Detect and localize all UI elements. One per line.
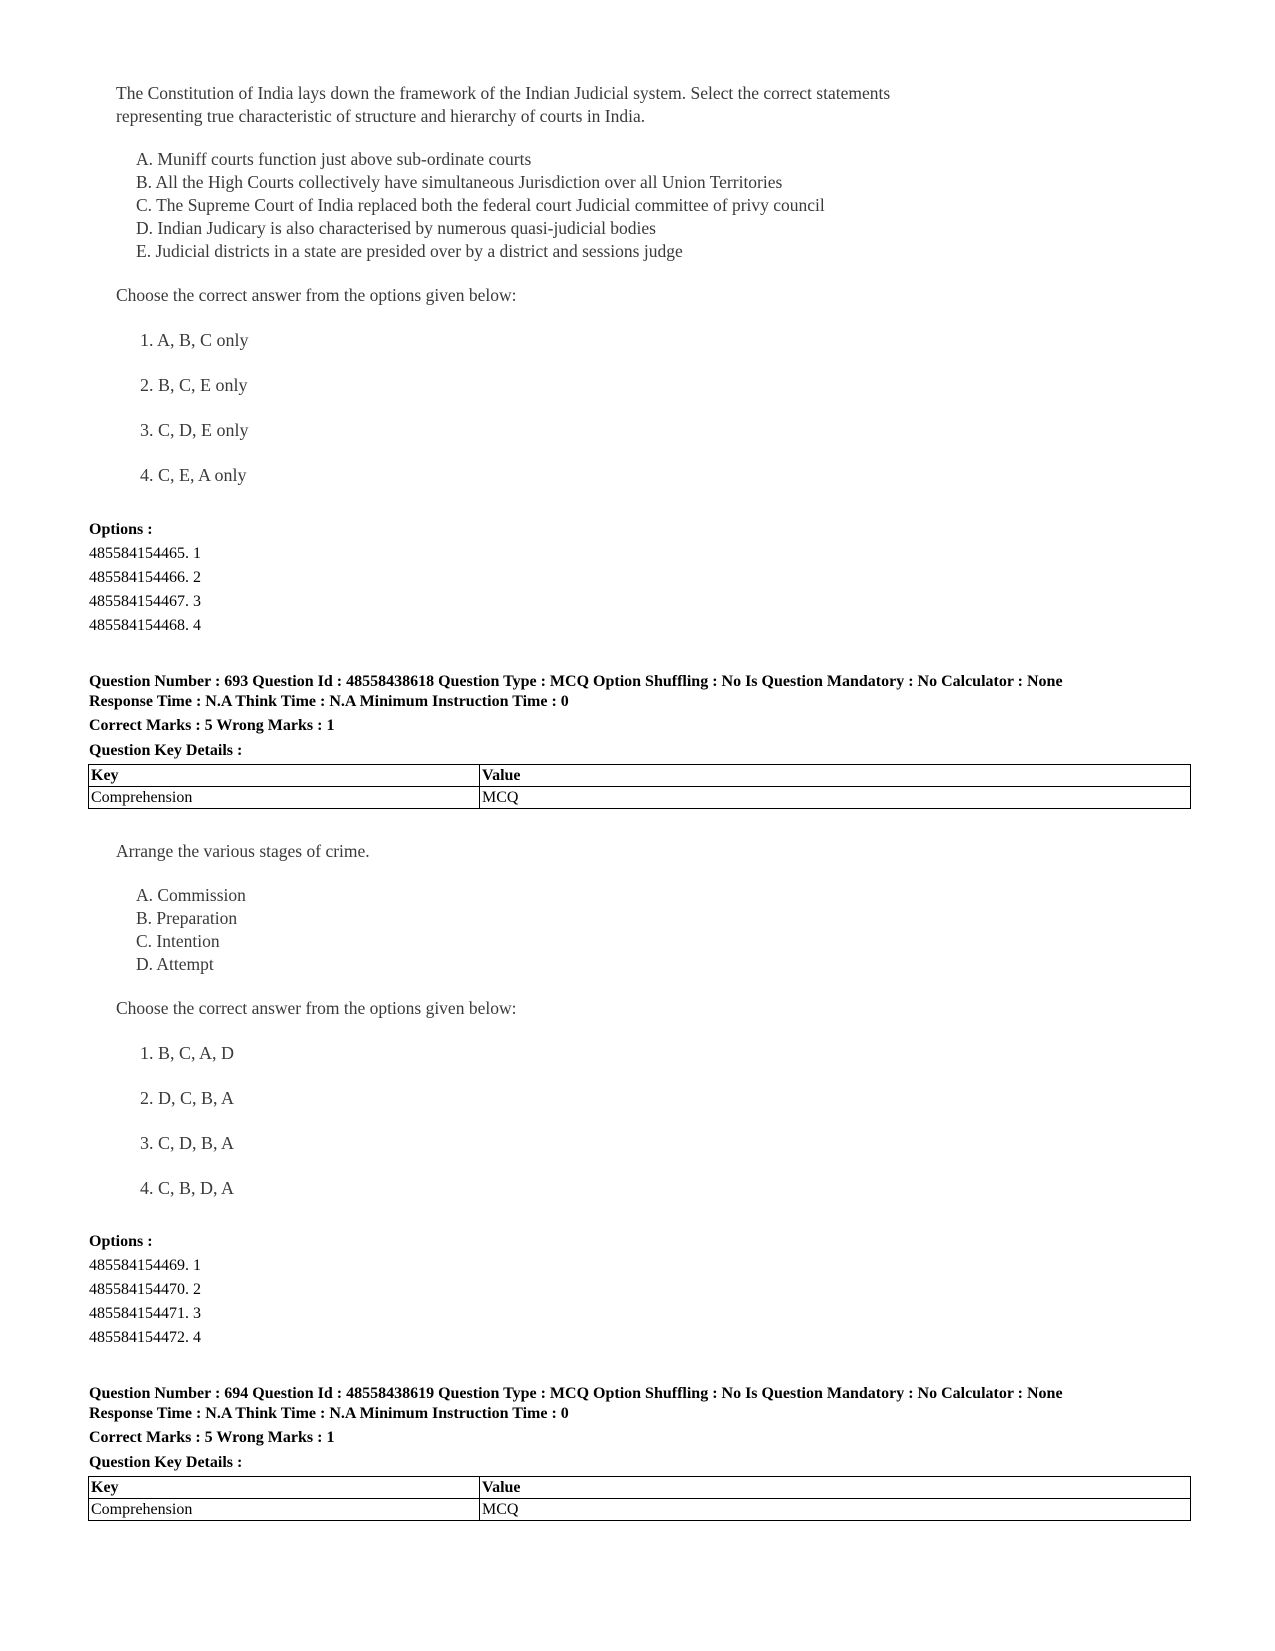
options-label: Options : (89, 1233, 153, 1250)
question-meta-line: Response Time : N.A Think Time : N.A Minimum Instruction Time : 0 (89, 693, 569, 710)
question-meta-line: Question Number : 693 Question Id : 48558438618 Question Type : MCQ Option Shuffling : No Is Question Mandatory : No Calculator : None (89, 673, 1063, 690)
question-stem-line: Arrange the various stages of crime. (116, 841, 370, 861)
choice-1: 1. B, C, A, D (140, 1043, 235, 1063)
table-cell-key: Comprehension (89, 787, 480, 809)
question-key-details-label: Question Key Details : (89, 1454, 243, 1471)
table-row (89, 1499, 1191, 1521)
table-header-row (89, 1477, 1191, 1499)
option-item: 485584154469. 1 (89, 1257, 201, 1274)
statement-d: D. Indian Judicary is also characterised by numerous quasi-judicial bodies (136, 218, 656, 238)
choice-4: 4. C, B, D, A (140, 1178, 235, 1198)
statement-e: E. Judicial districts in a state are presided over by a district and sessions judge (136, 241, 683, 261)
options-label: Options : (89, 521, 153, 538)
statement-a: A. Muniff courts function just above sub-ordinate courts (136, 149, 532, 169)
question-marks: Correct Marks : 5 Wrong Marks : 1 (89, 717, 335, 734)
table-header-key: Key (89, 765, 480, 787)
statement-a: A. Commission (136, 885, 246, 905)
table-cell-value: MCQ (480, 1499, 1191, 1521)
option-item: 485584154465. 1 (89, 545, 201, 562)
choice-1: 1. A, B, C only (140, 330, 249, 350)
option-item: 485584154466. 2 (89, 569, 201, 586)
question-key-table (88, 1476, 1191, 1521)
table-row (89, 787, 1191, 809)
statement-b: B. All the High Courts collectively have simultaneous Jurisdiction over all Union Territories (136, 172, 783, 192)
choice-2: 2. B, C, E only (140, 375, 248, 395)
choose-instruction: Choose the correct answer from the options given below: (116, 285, 517, 305)
table-cell-key: Comprehension (89, 1499, 480, 1521)
statement-c: C. The Supreme Court of India replaced both the federal court Judicial committee of privy council (136, 195, 825, 215)
option-item: 485584154472. 4 (89, 1329, 201, 1346)
choice-2: 2. D, C, B, A (140, 1088, 235, 1108)
question-key-details-label: Question Key Details : (89, 742, 243, 759)
choice-3: 3. C, D, E only (140, 420, 249, 440)
table-header-row (89, 765, 1191, 787)
choose-instruction: Choose the correct answer from the options given below: (116, 998, 517, 1018)
question-meta-line: Question Number : 694 Question Id : 48558438619 Question Type : MCQ Option Shuffling : No Is Question Mandatory : No Calculator : None (89, 1385, 1063, 1402)
question-stem-line: The Constitution of India lays down the framework of the Indian Judicial system. Select the correct statements (116, 83, 891, 103)
question-marks: Correct Marks : 5 Wrong Marks : 1 (89, 1429, 335, 1446)
option-item: 485584154470. 2 (89, 1281, 201, 1298)
choice-4: 4. C, E, A only (140, 465, 247, 485)
question-stem-line: representing true characteristic of structure and hierarchy of courts in India. (116, 106, 646, 126)
option-item: 485584154467. 3 (89, 593, 201, 610)
question-key-table (88, 764, 1191, 809)
option-item: 485584154468. 4 (89, 617, 201, 634)
table-header-value: Value (480, 1477, 1191, 1499)
statement-c: C. Intention (136, 931, 220, 951)
option-item: 485584154471. 3 (89, 1305, 201, 1322)
statement-b: B. Preparation (136, 908, 238, 928)
table-header-value: Value (480, 765, 1191, 787)
table-header-key: Key (89, 1477, 480, 1499)
question-meta-line: Response Time : N.A Think Time : N.A Minimum Instruction Time : 0 (89, 1405, 569, 1422)
table-cell-value: MCQ (480, 787, 1191, 809)
choice-3: 3. C, D, B, A (140, 1133, 235, 1153)
statement-d: D. Attempt (136, 954, 214, 974)
